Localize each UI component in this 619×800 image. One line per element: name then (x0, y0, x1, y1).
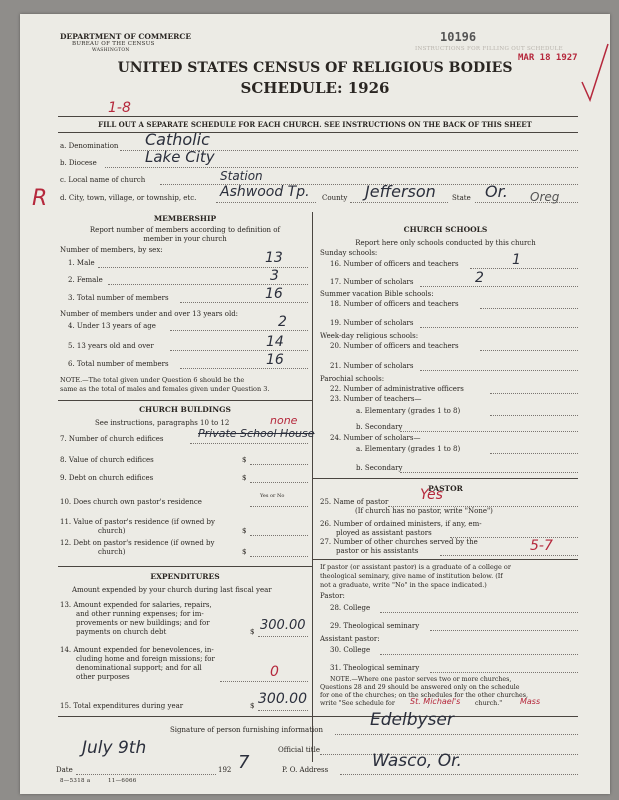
faint-reverse-text: INSTRUCTIONS FOR FILLING OUT SCHEDULE (415, 46, 563, 52)
address-value: Wasco, Or. (372, 751, 462, 771)
buildings-rule (58, 566, 312, 567)
q17-label: 17. Number of scholars (330, 278, 414, 286)
q15-label: 15. Total expenditures during year (60, 702, 184, 710)
sunday-schools-label: Sunday schools: (320, 249, 378, 257)
buildings-instructions: See instructions, paragraphs 10 to 12 (95, 419, 230, 427)
summer-schools-label: Summer vacation Bible schools: (320, 290, 434, 298)
q27-line-2: pastor or his assistants (336, 547, 419, 555)
q19-label: 19. Number of scholars (330, 319, 414, 327)
q7-value: Private School House (198, 427, 315, 440)
pastor-heading: PASTOR (428, 484, 463, 493)
q23-label: 23. Number of teachers— (330, 395, 422, 403)
received-stamp: MAR 18 1927 (518, 53, 578, 63)
q8-label: 8. Value of church edifices (60, 456, 154, 464)
pastor-note-3: for one of the churches; on the schedules for the other churches, (320, 692, 528, 699)
signature-label: Signature of person furnishing information (170, 726, 324, 734)
female-value: 3 (270, 268, 279, 284)
graduate-note-2: theological seminary, give name of institution below. (If (320, 572, 503, 580)
pastor-note-4: write "See schedule for (320, 700, 395, 707)
q13-line-2: and other running expenses; for im- (76, 610, 204, 618)
female-label: 2. Female (68, 276, 103, 284)
graduate-note-1: If pastor (or assistant pastor) is a graduate of a college or (320, 563, 511, 571)
over-13-label: 5. 13 years old and over (68, 342, 154, 350)
q13-line-1: 13. Amount expended for salaries, repairs, (60, 601, 212, 609)
q14-line-2: cluding home and foreign missions; for (76, 655, 215, 663)
q14-line-4: other purposes (76, 673, 130, 681)
by-sex-label: Number of members, by sex: (60, 246, 163, 254)
q24a-label: a. Elementary (grades 1 to 8) (356, 445, 461, 453)
yes-no-hint: Yes or No (260, 493, 285, 499)
q14-line-1: 14. Amount expended for benevolences, in- (60, 646, 214, 654)
county-label: County (322, 194, 348, 202)
total-members-age-value: 16 (266, 352, 284, 368)
q26-line-2: ployed as assistant pastors (336, 529, 432, 537)
form-title: UNITED STATES CENSUS OF RELIGIOUS BODIES (117, 60, 513, 76)
parochial-schools-label: Parochial schools: (320, 375, 385, 383)
pastor-note-1: NOTE.—Where one pastor serves two or more churches, (330, 676, 512, 683)
q11-dollar: $ (242, 527, 247, 535)
expenditures-heading: EXPENDITURES (150, 572, 220, 581)
q13-line-4: payments on church debt (76, 628, 167, 636)
q21-label: 21. Number of scholars (330, 362, 414, 370)
q14-line-3: denominational support; and for all (76, 664, 202, 672)
schools-rule (313, 478, 578, 479)
city-value: Ashwood Tp. (220, 184, 310, 200)
q12-label-1: 12. Debt on pastor's residence (if owned by (60, 539, 215, 547)
year-prefix: 192 (218, 766, 232, 774)
form-instruction: FILL OUT A SEPARATE SCHEDULE FOR EACH CHURCH. SEE INSTRUCTIONS ON THE BACK OF THIS SHEET (98, 120, 532, 129)
q14-value: 0 (270, 664, 279, 680)
q13-line-3: provements or new buildings; and for (76, 619, 210, 627)
year-value: 7 (238, 752, 250, 773)
total-members-value: 16 (265, 286, 283, 302)
pastor-note-red: Mass (520, 697, 541, 706)
q12-label-2: church) (98, 548, 126, 556)
denomination-value: Catholic (145, 130, 210, 149)
header-rule-lower (58, 132, 578, 133)
denomination-label: a. Denomination (60, 142, 119, 150)
margin-code: 1-8 (108, 100, 131, 116)
graduate-note-3: not a graduate, write "No" in the space indicated.) (320, 581, 487, 589)
weekday-schools-label: Week-day religious schools: (320, 332, 419, 340)
q23a-label: a. Elementary (grades 1 to 8) (356, 407, 461, 415)
q8-dollar: $ (242, 456, 247, 464)
membership-heading: MEMBERSHIP (153, 214, 217, 223)
q30-label: 30. College (330, 646, 371, 654)
q9-label: 9. Debt on church edifices (60, 474, 154, 482)
pastor-note-2: Questions 28 and 29 should be answered only on the schedule (320, 684, 520, 691)
bureau-city: WASHINGTON (92, 48, 130, 53)
q16-label: 16. Number of officers and teachers (330, 260, 459, 268)
q27-value: 5-7 (530, 538, 553, 554)
state-label: State (452, 194, 471, 202)
schedule-sheet (20, 14, 610, 794)
buildings-heading: CHURCH BUILDINGS (139, 405, 231, 414)
address-label: P. O. Address (282, 766, 329, 774)
q24-label: 24. Number of scholars— (330, 434, 421, 442)
buildings-none-mark: none (270, 414, 298, 427)
serial-number: 10196 (440, 30, 477, 44)
official-title-label: Official title (278, 746, 320, 754)
q13-value: 300.00 (260, 618, 306, 633)
q9-dollar: $ (242, 474, 247, 482)
date-label: Date (56, 766, 73, 774)
age-label: Number of members under and over 13 years old: (60, 310, 239, 318)
date-value: July 9th (82, 738, 147, 758)
q25-note: (If church has no pastor, write "None") (355, 507, 493, 515)
membership-intro-2: member in your church (143, 235, 227, 243)
state-correction: Oreg (530, 190, 560, 204)
q12-dollar: $ (242, 548, 247, 556)
schools-intro: Report here only schools conducted by this church (355, 239, 536, 247)
q18-label: 18. Number of officers and teachers (330, 300, 459, 308)
q22-label: 22. Number of administrative officers (330, 385, 464, 393)
form-subtitle: SCHEDULE: 1926 (240, 79, 390, 97)
q20-label: 20. Number of officers and teachers (330, 342, 459, 350)
q23b-label: b. Secondary (356, 423, 403, 431)
q25-label: 25. Name of pastor (320, 498, 389, 506)
local-name-label: c. Local name of church (60, 176, 146, 184)
local-name-value: Station (220, 169, 263, 183)
city-label: d. City, town, village, or township, etc. (60, 194, 197, 202)
print-code: 11—6066 (108, 778, 137, 784)
pastor-note-hand: St. Michael's (410, 697, 461, 706)
q31-label: 31. Theological seminary (330, 664, 420, 672)
county-value: Jefferson (365, 182, 436, 201)
q7-label: 7. Number of church edifices (60, 435, 164, 443)
state-value: Or. (485, 182, 508, 201)
q16-value: 1 (512, 252, 521, 268)
form-code: 8—5318 a (60, 778, 91, 784)
pastor-subhead: Pastor: (320, 592, 345, 600)
q25-value: Yes (420, 487, 443, 503)
male-value: 13 (265, 250, 283, 266)
q29-label: 29. Theological seminary (330, 622, 420, 630)
q15-value: 300.00 (258, 691, 307, 707)
bureau-name: BUREAU OF THE CENSUS (72, 41, 155, 47)
male-label: 1. Male (68, 259, 95, 267)
margin-mark: R (32, 186, 48, 211)
total-members-age-label: 6. Total number of members (68, 360, 169, 368)
schools-heading: CHURCH SCHOOLS (403, 225, 488, 234)
over-13-value: 14 (266, 334, 284, 350)
q24b-label: b. Secondary (356, 464, 403, 472)
diocese-value: Lake City (145, 148, 215, 166)
diocese-label: b. Diocese (60, 159, 97, 167)
expenditures-intro: Amount expended by your church during last fiscal year (72, 586, 272, 594)
q26-line-1: 26. Number of ordained ministers, if any, em- (320, 520, 482, 528)
department-name: DEPARTMENT OF COMMERCE (60, 32, 192, 41)
pastor-rule (313, 559, 578, 560)
q15-dollar: $ (250, 702, 255, 710)
q11-label-1: 11. Value of pastor's residence (if owned by (60, 518, 215, 526)
membership-note-1: NOTE.—The total given under Question 6 should be the (60, 376, 245, 384)
membership-rule (58, 400, 312, 401)
assistant-subhead: Assistant pastor: (320, 635, 380, 643)
membership-intro-1: Report number of members according to definition of (89, 226, 281, 234)
q28-label: 28. College (330, 604, 371, 612)
q11-label-2: church) (98, 527, 126, 535)
under-13-value: 2 (278, 314, 287, 330)
q17-value: 2 (475, 270, 484, 286)
q10-label: 10. Does church own pastor's residence (60, 498, 202, 506)
total-members-label: 3. Total number of members (68, 294, 169, 302)
header-rule (58, 116, 578, 117)
footer-rule (58, 716, 578, 717)
q27-line-1: 27. Number of other churches served by the (320, 538, 478, 546)
under-13-label: 4. Under 13 years of age (68, 322, 156, 330)
signature-value: Edelbyser (370, 710, 454, 730)
q13-dollar: $ (250, 628, 255, 636)
pastor-note-tail: church." (475, 700, 503, 707)
membership-note-2: same as the total of males and females given under Question 3. (60, 385, 270, 393)
